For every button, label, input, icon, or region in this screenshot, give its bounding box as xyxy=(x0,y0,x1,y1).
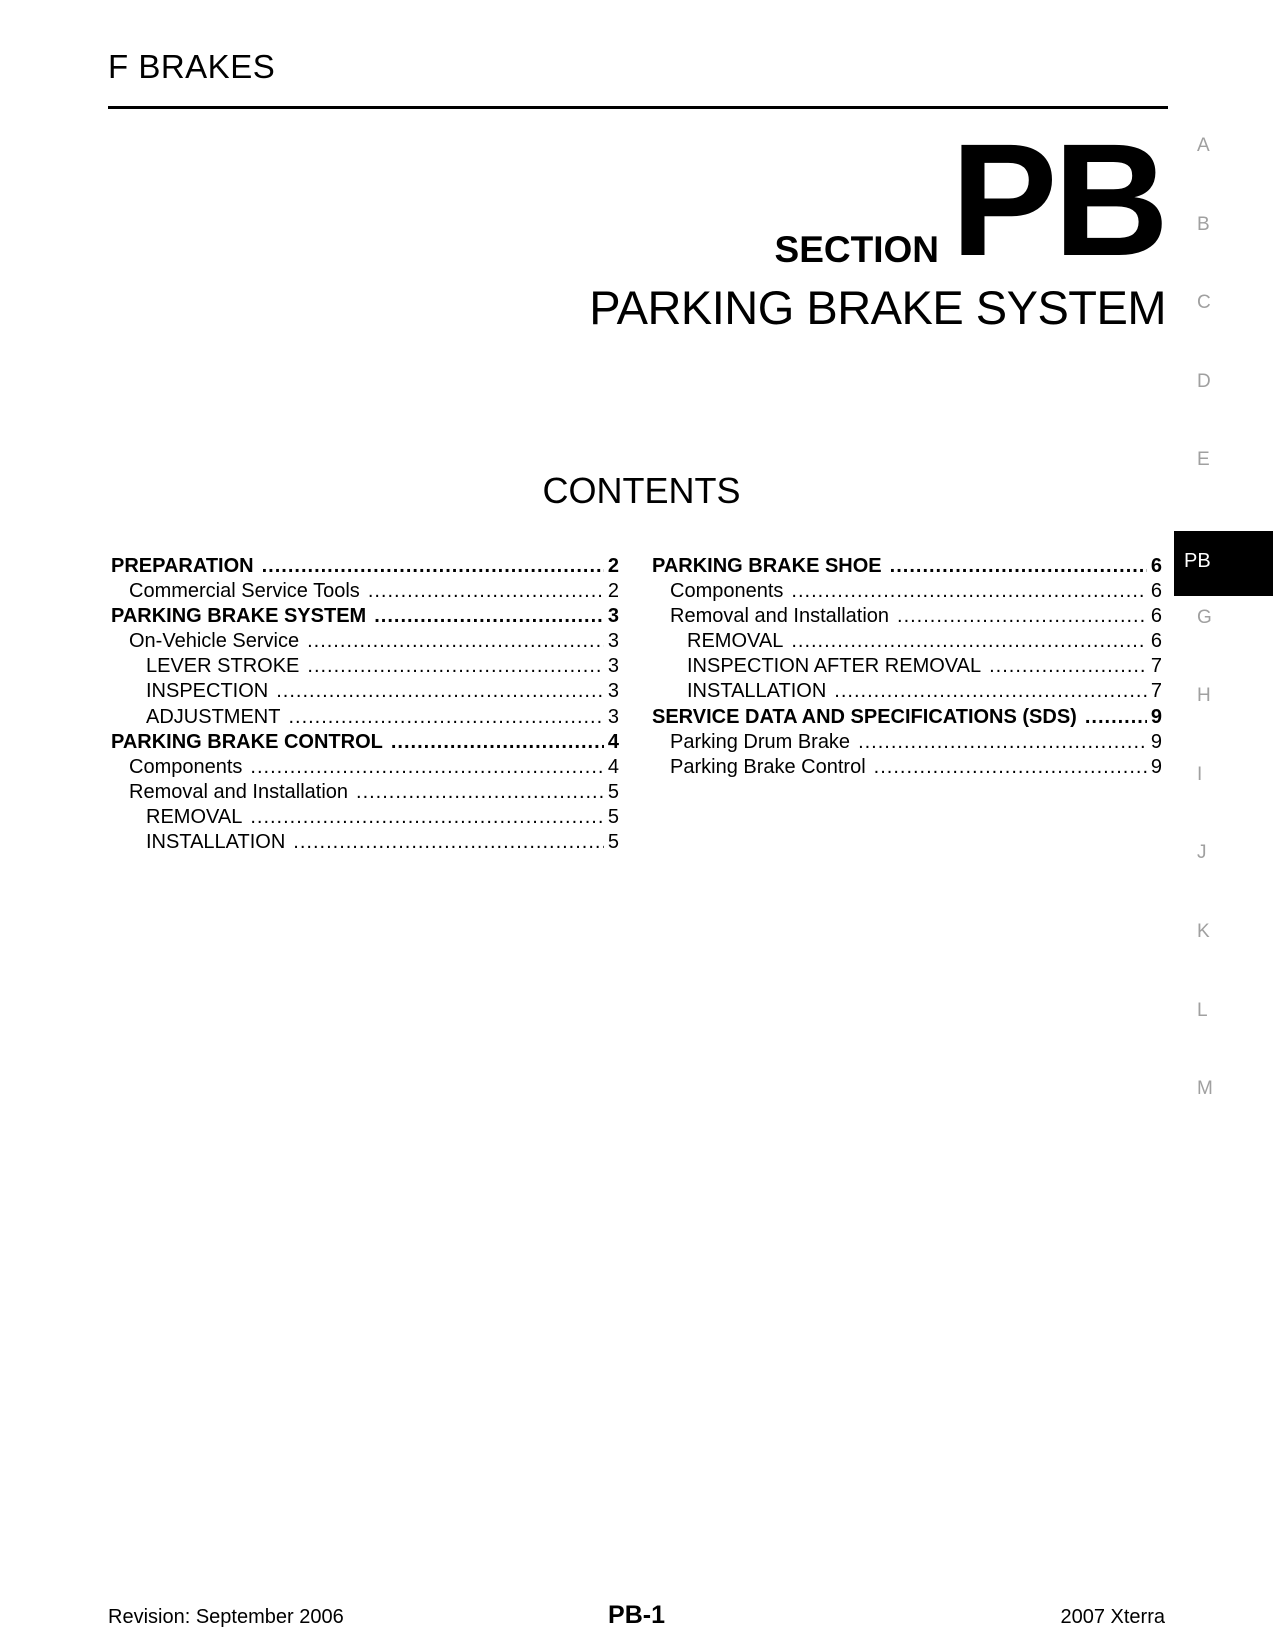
toc-entry-label: INSPECTION xyxy=(146,680,269,703)
toc-entry-label: INSPECTION AFTER REMOVAL xyxy=(687,655,982,678)
footer-model: 2007 Xterra xyxy=(1060,1606,1165,1628)
toc-entry-label: REMOVAL xyxy=(146,805,243,828)
toc-dot-leader xyxy=(989,654,1147,679)
toc-entry-label: Commercial Service Tools xyxy=(129,580,360,603)
toc-entry-label: On-Vehicle Service xyxy=(129,630,300,653)
toc-entry-page: 7 xyxy=(1150,655,1162,678)
toc-entry[interactable] xyxy=(652,554,1162,579)
toc-dot-leader xyxy=(288,705,603,730)
toc-entry[interactable] xyxy=(111,780,619,805)
toc-entry-page: 3 xyxy=(607,655,619,678)
toc-entry-label: SERVICE DATA AND SPECIFICATIONS (SDS) xyxy=(652,705,1077,728)
toc-entry[interactable] xyxy=(652,629,1162,654)
toc-entry-page: 3 xyxy=(607,605,619,628)
footer-page-id: PB-1 xyxy=(608,1601,665,1629)
toc-entry[interactable] xyxy=(111,554,619,579)
toc-entry-label: ADJUSTMENT xyxy=(146,705,281,728)
toc-left-column xyxy=(111,554,619,855)
toc-entry-page: 3 xyxy=(607,680,619,703)
toc-entry[interactable] xyxy=(652,705,1162,730)
section-label: SECTION xyxy=(774,229,939,270)
section-tab-i[interactable]: I xyxy=(1197,763,1203,785)
toc-entry-page: 4 xyxy=(607,755,619,778)
toc-entry-page: 9 xyxy=(1150,755,1162,778)
section-title: PARKING BRAKE SYSTEM xyxy=(589,281,1166,334)
toc-dot-leader xyxy=(374,604,604,629)
toc-entry[interactable] xyxy=(111,730,619,755)
toc-dot-leader xyxy=(834,679,1147,704)
section-tab-h[interactable]: H xyxy=(1197,685,1211,707)
toc-entry[interactable] xyxy=(111,705,619,730)
toc-entry[interactable] xyxy=(652,654,1162,679)
toc-right-column xyxy=(652,554,1162,780)
toc-entry[interactable] xyxy=(111,830,619,855)
section-tab-b[interactable]: B xyxy=(1197,213,1210,235)
contents-heading: CONTENTS xyxy=(542,470,741,511)
toc-entry-page: 7 xyxy=(1150,680,1162,703)
toc-entry-label: PARKING BRAKE SHOE xyxy=(652,555,882,577)
section-tab-m[interactable]: M xyxy=(1197,1078,1213,1100)
toc-entry-label: PARKING BRAKE CONTROL xyxy=(111,730,383,753)
toc-entry-page: 6 xyxy=(1150,630,1162,653)
toc-entry[interactable] xyxy=(652,730,1162,755)
toc-entry[interactable] xyxy=(111,679,619,704)
toc-dot-leader xyxy=(791,629,1147,654)
toc-entry-label: PARKING BRAKE SYSTEM xyxy=(111,605,367,628)
toc-dot-leader xyxy=(356,780,604,805)
toc-dot-leader xyxy=(307,654,603,679)
toc-entry-page: 5 xyxy=(607,805,619,828)
toc-entry-page: 9 xyxy=(1150,705,1162,728)
toc-dot-leader xyxy=(307,629,604,654)
toc-entry[interactable] xyxy=(111,604,619,629)
toc-entry-page: 6 xyxy=(1150,555,1162,577)
section-tab-d[interactable]: D xyxy=(1197,370,1211,392)
toc-dot-leader xyxy=(250,805,604,830)
toc-entry[interactable] xyxy=(652,604,1162,629)
toc-entry-page: 6 xyxy=(1150,580,1162,603)
toc-dot-leader xyxy=(897,604,1147,629)
toc-entry-label: Removal and Installation xyxy=(670,605,890,628)
toc-dot-leader xyxy=(250,755,603,780)
toc-entry[interactable] xyxy=(111,629,619,654)
toc-entry[interactable] xyxy=(652,755,1162,780)
toc-entry-page: 3 xyxy=(607,630,619,653)
section-tab-j[interactable]: J xyxy=(1197,842,1207,864)
toc-entry[interactable] xyxy=(111,654,619,679)
toc-entry-label: INSTALLATION xyxy=(146,831,286,854)
toc-entry-page: 3 xyxy=(607,705,619,728)
toc-entry[interactable] xyxy=(652,679,1162,704)
toc-entry[interactable] xyxy=(111,805,619,830)
toc-dot-leader xyxy=(1085,705,1147,730)
toc-entry-label: Removal and Installation xyxy=(129,780,349,803)
toc-entry-label: Parking Drum Brake xyxy=(670,730,851,753)
toc-entry-page: 5 xyxy=(607,831,619,854)
toc-entry-label: INSTALLATION xyxy=(687,680,827,703)
toc-dot-leader xyxy=(276,679,604,704)
section-tab-a[interactable]: A xyxy=(1197,135,1210,156)
toc-entry-page: 9 xyxy=(1150,730,1162,753)
toc-entry[interactable] xyxy=(111,579,619,604)
toc-dot-leader xyxy=(368,579,604,604)
toc-entry-page: 4 xyxy=(607,730,619,753)
section-index-tabs xyxy=(1173,0,1273,1651)
toc-dot-leader xyxy=(293,830,604,855)
section-tab-pb-active[interactable]: PB xyxy=(1174,531,1273,596)
section-tab-l[interactable]: L xyxy=(1197,999,1208,1021)
footer-revision: Revision: September 2006 xyxy=(108,1606,344,1628)
section-tab-e[interactable]: E xyxy=(1197,449,1210,471)
section-tab-c[interactable]: C xyxy=(1197,292,1211,314)
toc-entry-page: 6 xyxy=(1150,605,1162,628)
toc-entry[interactable] xyxy=(111,755,619,780)
toc-dot-leader xyxy=(791,579,1146,604)
toc-entry-label: Components xyxy=(129,755,243,778)
toc-entry-label: REMOVAL xyxy=(687,630,784,653)
group-title: F BRAKES xyxy=(108,48,276,85)
toc-entry-label: LEVER STROKE xyxy=(146,655,300,678)
section-tab-g[interactable]: G xyxy=(1197,606,1212,628)
toc-dot-leader xyxy=(262,554,604,579)
section-code: PB xyxy=(950,110,1165,289)
toc-dot-leader xyxy=(391,730,604,755)
toc-dot-leader xyxy=(874,755,1147,780)
toc-entry-page: 2 xyxy=(607,555,619,577)
header-rule xyxy=(108,106,1168,109)
toc-entry-label: PREPARATION xyxy=(111,555,254,577)
toc-dot-leader xyxy=(858,730,1147,755)
section-tab-k[interactable]: K xyxy=(1197,921,1210,942)
toc-dot-leader xyxy=(890,554,1147,579)
toc-entry-page: 2 xyxy=(607,580,619,603)
toc-entry-label: Parking Brake Control xyxy=(670,755,866,778)
toc-entry-label: Components xyxy=(670,580,784,603)
toc-entry-page: 5 xyxy=(607,780,619,803)
toc-entry[interactable] xyxy=(652,579,1162,604)
